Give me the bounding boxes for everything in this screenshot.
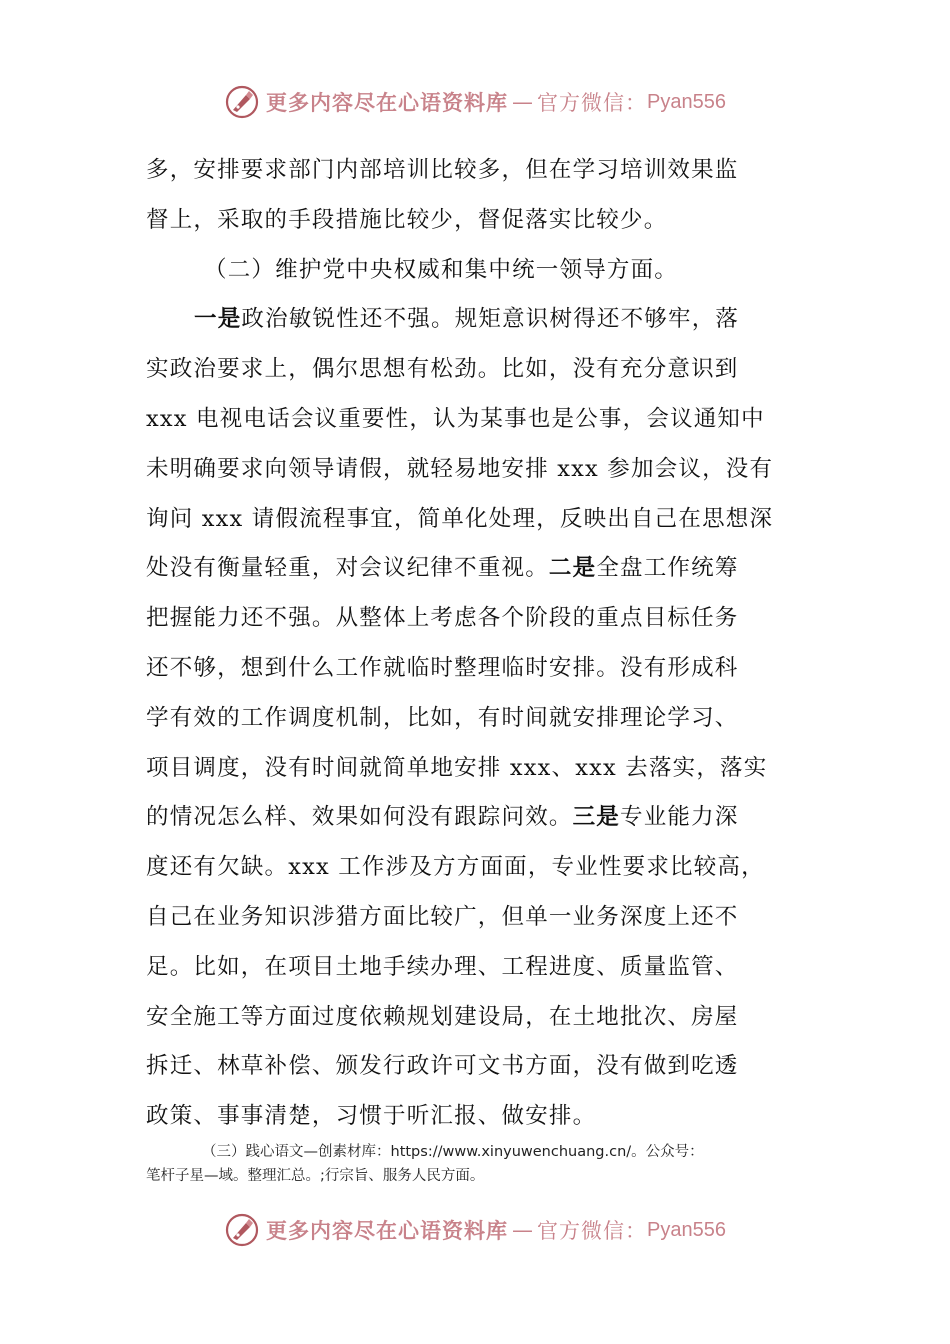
header-banner bbox=[0, 80, 950, 124]
text-span: 全盘工作统筹 bbox=[596, 555, 739, 582]
text-line: 拆迁、林草补偿、颁发行政许可文书方面，没有做到吃透 bbox=[146, 1053, 739, 1080]
section-heading: （二）维护党中央权威和集中统一领导方面。 bbox=[204, 256, 679, 283]
text-line bbox=[146, 793, 810, 843]
text-line: 学有效的工作调度机制，比如，有时间就安排理论学习、 bbox=[146, 704, 739, 731]
point-marker: 一是 bbox=[194, 306, 242, 333]
text-span: 专业能力深 bbox=[620, 804, 739, 831]
footnote-line: 笔杆子星—域。整理汇总。;行宗旨、服务人民方面。 bbox=[146, 1168, 485, 1184]
text-line: 督上，采取的手段措施比较少，督促落实比较少。 bbox=[146, 206, 668, 233]
banner-separator: — bbox=[512, 90, 534, 114]
banner-wechat-id: Pyan556 bbox=[647, 90, 726, 113]
text-line: 还不够，想到什么工作就临时整理临时安排。没有形成科 bbox=[146, 654, 739, 681]
pen-nib-icon bbox=[224, 1212, 260, 1248]
text-line: 自己在业务知识涉猎方面比较广，但单一业务深度上还不 bbox=[146, 903, 739, 930]
text-line: 安全施工等方面过度依赖规划建设局，在土地批次、房屋 bbox=[146, 1003, 739, 1030]
text-line: 未明确要求向领导请假，就轻易地安排 xxx 参加会议，没有 bbox=[146, 455, 774, 482]
text-line: xxx 电视电话会议重要性，认为某事也是公事，会议通知中 bbox=[146, 405, 765, 432]
text-span: 处没有衡量轻重，对会议纪律不重视。 bbox=[146, 555, 549, 582]
text-line: 足。比如，在项目土地手续办理、工程进度、质量监管、 bbox=[146, 953, 739, 980]
text-line bbox=[146, 544, 810, 594]
footnote bbox=[146, 1140, 810, 1188]
banner-title: 更多内容尽在心语资料库 bbox=[266, 91, 509, 115]
banner-separator: — bbox=[512, 1218, 534, 1242]
text-span: 政治敏锐性还不强。规矩意识树得还不够牢，落 bbox=[241, 306, 740, 333]
footnote-line: （三）践心语文—创素材库：https://www.xinyuwenchuang.cn/。公众号： bbox=[202, 1144, 704, 1160]
banner-wechat-id: Pyan556 bbox=[647, 1218, 726, 1241]
text-line: 度还有欠缺。xxx 工作涉及方方面面，专业性要求比较高， bbox=[146, 854, 765, 881]
footer-banner bbox=[0, 1208, 950, 1252]
text-line: 多，安排要求部门内部培训比较多，但在学习培训效果监 bbox=[146, 157, 739, 183]
banner-wechat-label: 官方微信： bbox=[537, 91, 648, 115]
pen-nib-icon bbox=[224, 84, 260, 120]
text-line: 项目调度，没有时间就简单地安排 xxx、xxx 去落实，落实 bbox=[146, 754, 768, 781]
text-span: 的情况怎么样、效果如何没有跟踪问效。 bbox=[146, 804, 573, 831]
text-line bbox=[146, 295, 810, 345]
banner-title: 更多内容尽在心语资料库 bbox=[266, 1219, 509, 1243]
text-line: 实政治要求上，偶尔思想有松劲。比如，没有充分意识到 bbox=[146, 356, 739, 383]
point-marker: 三是 bbox=[572, 804, 621, 831]
document-body bbox=[146, 146, 810, 1142]
text-line: 政策、事事清楚，习惯于听汇报、做安排。 bbox=[146, 1103, 597, 1130]
point-marker: 二是 bbox=[548, 555, 597, 582]
banner-wechat-label: 官方微信： bbox=[537, 1219, 648, 1243]
text-line: 把握能力还不强。从整体上考虑各个阶段的重点目标任务 bbox=[146, 605, 739, 632]
text-line: 询问 xxx 请假流程事宜，简单化处理，反映出自己在思想深 bbox=[146, 505, 774, 532]
